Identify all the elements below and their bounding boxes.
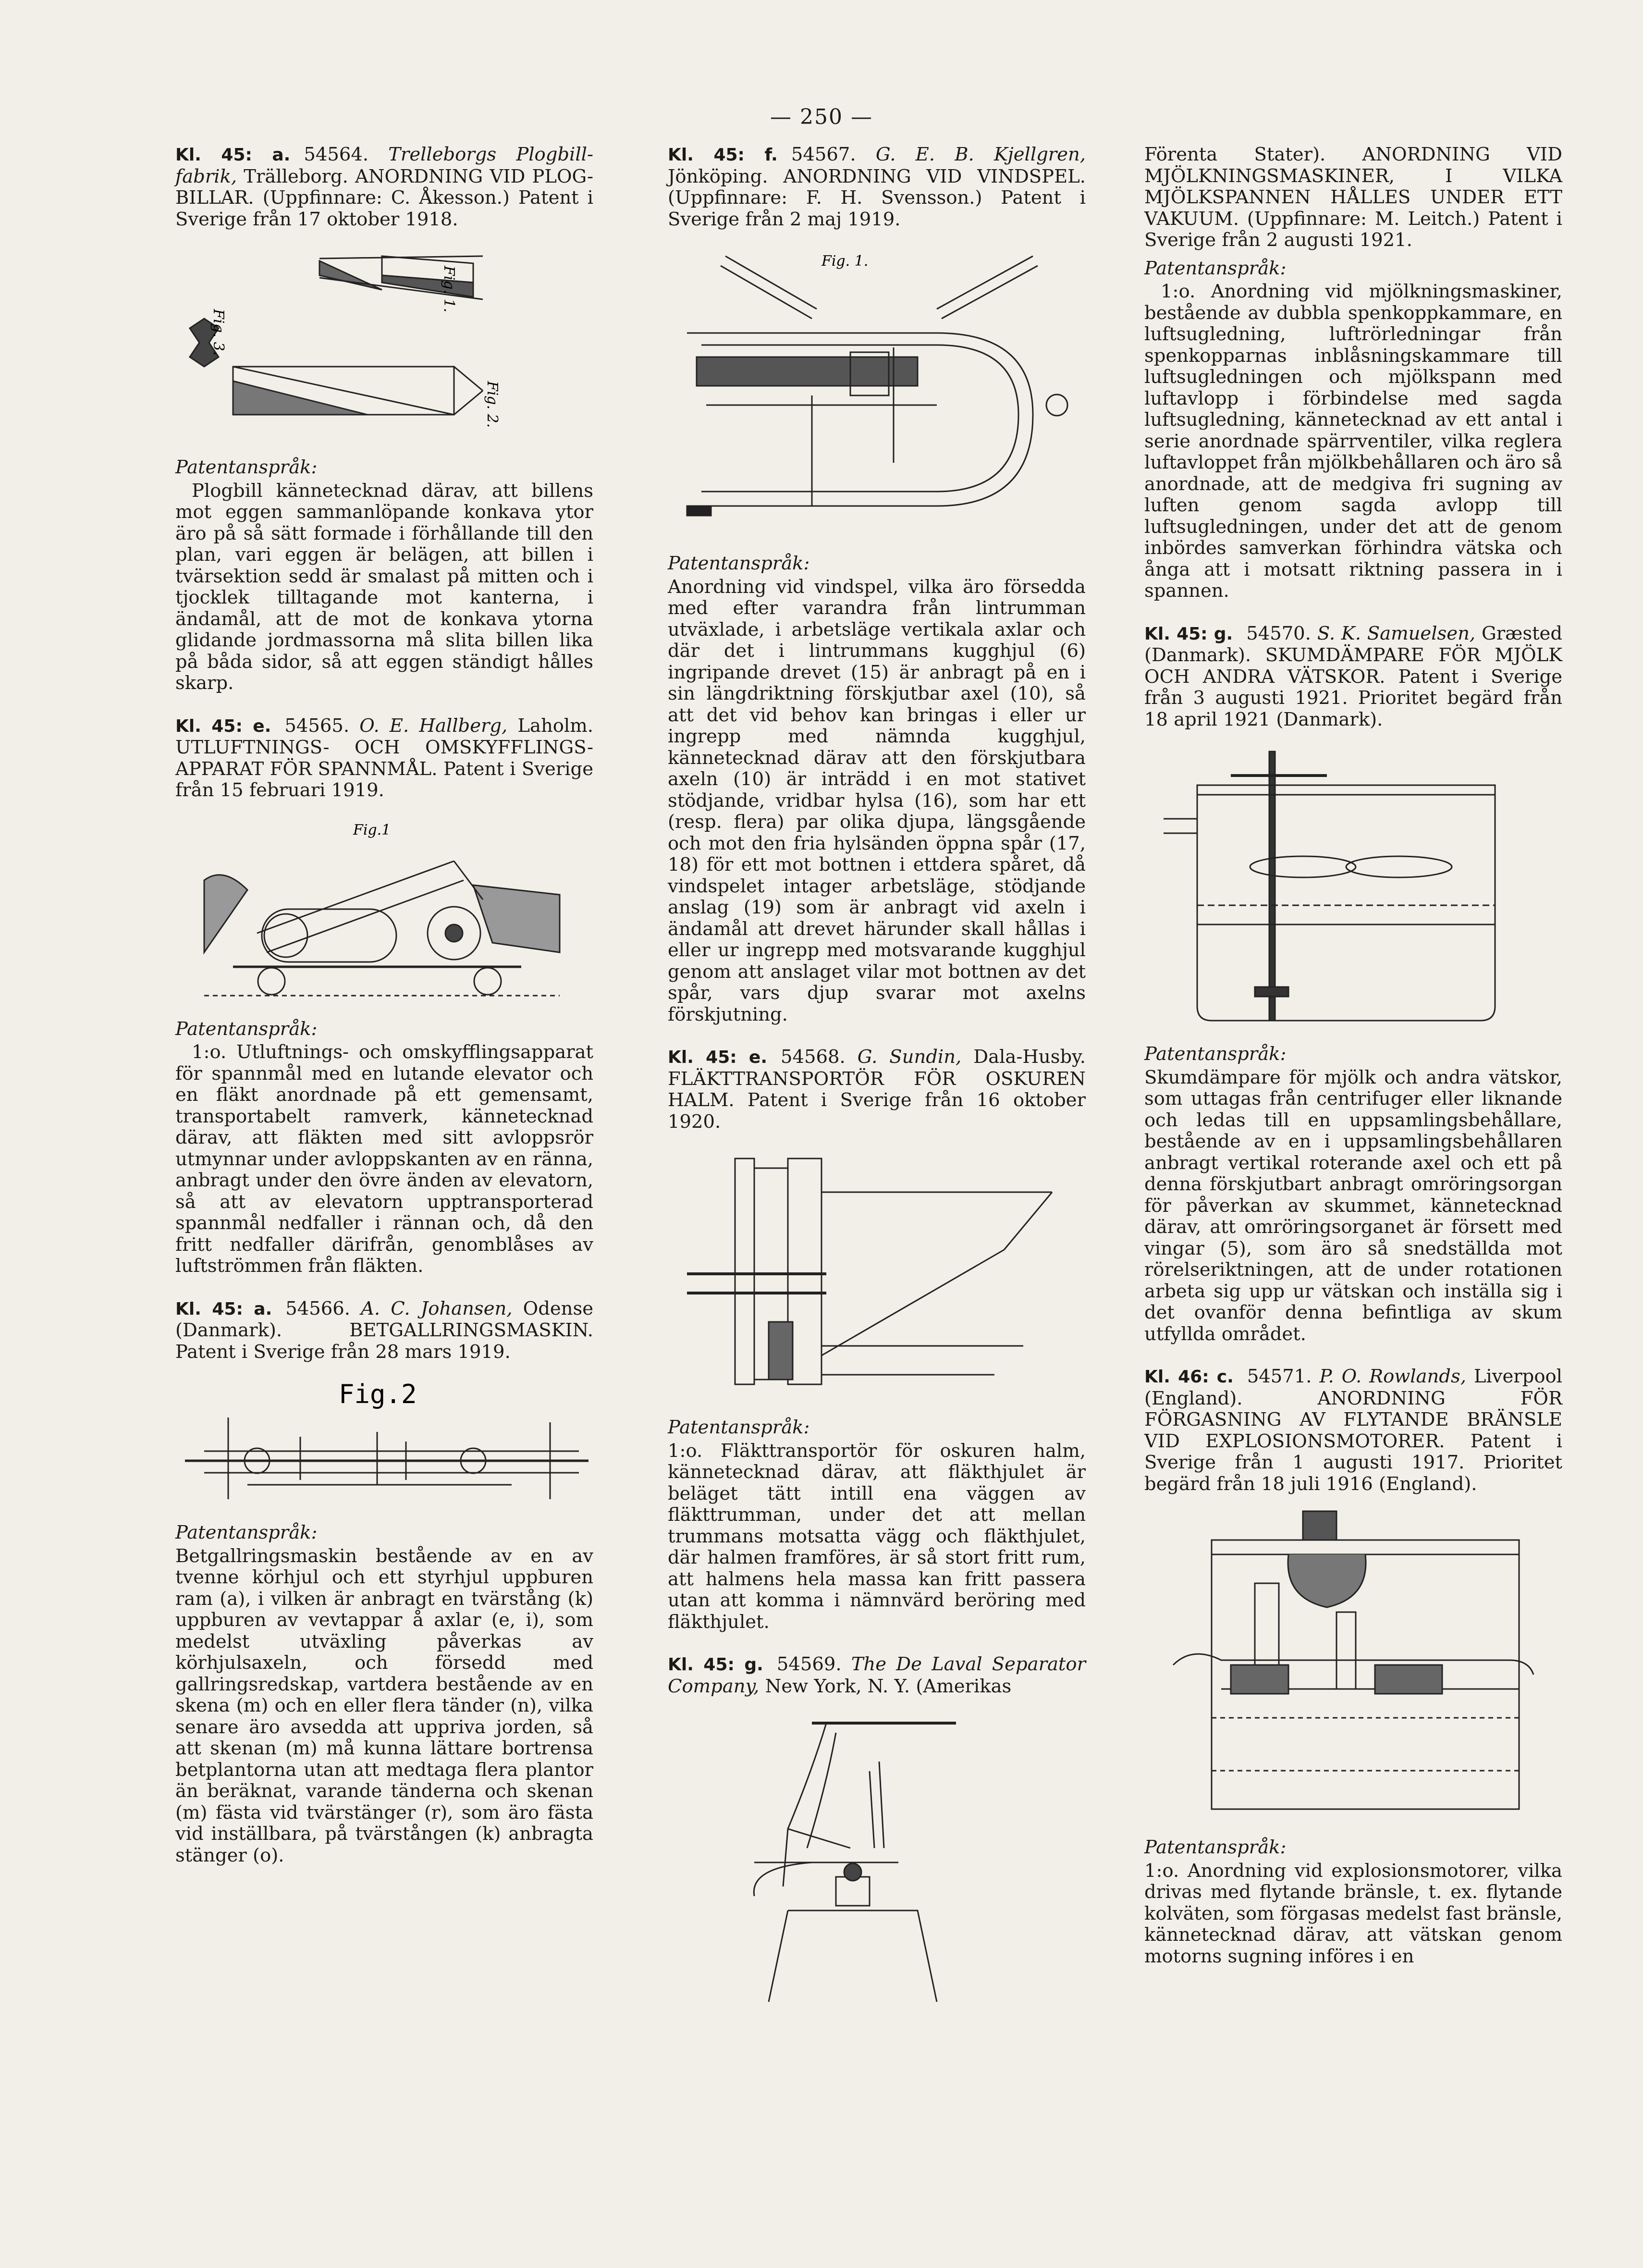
patent-title: Græsted (Danmark). SKUMDÄMPARE FÖR MJÖLK OCH ANDRA VÄTSKOR. Patent i Sverige från 3 augusti 1921. Prioritet begärd från 18 april 1921 (Danmark).	[1144, 622, 1562, 730]
claims-text: 1:o. Anordning vid mjölkningsmaskiner, bestående av dubbla spenkoppkammare, en luftsugledning, luftrörledningar från spenkopparnas inblåsningskammare till luftsugledningen och mjölkspann med luftavlopp i förbindelse med sagda luftsugledning, kännetecknad av ett antal i serie anordnade spärrventiler, vilka reglera luftavloppet från mjölkbehållaren och äro så anordnade, att de medgiva fri sugning av luften genom sagda avlopp till luftsugledningen, under det att de genom inbördes samverkan förhindra vätska och ånga att i motsatt riktning passera in i spannen.	[1144, 281, 1562, 602]
patent-number: 54569.	[776, 1653, 842, 1675]
patent-holder: Trelleborgs Plogbill-fabrik,	[175, 144, 593, 187]
fuel-gasification-drawing	[1144, 1502, 1562, 1828]
patent-entry-54564	[175, 144, 593, 230]
patent-number: 54565.	[284, 715, 350, 737]
claims-text: Anordning vid vindspel, vilka äro försedda med efter varandra från lintrumman utväxlade, i arbetsläge vertikala axlar och där det i lintrummans kugghjul (6) ingripande drevet (15) är anbragt på en i sin längdriktning förskjutbar axel (10), så att det vid behov kan bringas i eller ur ingrepp med nämnda kugghjul, kännetecknad därav att den förskjutbara axeln (10) är inträdd i en mot stativet stödjande, vridbar hylsa (16), som har ett (resp. flera) par olika djupa, längsgående och mot den fria hylsänden öppna spår (17, 18) för ett mot bottnen i ettdera spåret, då vindspelet intager arbetsläge, stödjande anslag (19) som är anbragt vid axeln i ändamål att drevet härunder skall hållas i eller ur ingrepp med motsvarande kugghjul genom att anslaget vilar mot bottnen av det spår, vars djup svarar mot axelns förskjutning.	[668, 576, 1086, 1025]
patent-entry-54566	[175, 1298, 593, 1363]
patent-title: Jönköping. ANORDNING VID VINDSPEL. (Uppfinnare: F. H. Svensson.) Patent i Sverige från 2 maj 1919.	[668, 165, 1086, 230]
claims-text: Skumdämpare för mjölk och andra vätskor, som uttagas från centrifuger eller liknande och ledas till en uppsamlingsbehållare, bestående av en i uppsamlingsbehållaren anbragt vertikal roterande axel och ett på denna förskjutbart anbragt omröringsorgan för påverkan av skummet, kännetecknad därav, att omröringsorganet är försett med vingar (5), som äro så snedställda mot rörelseriktningen, att de under rotationen arbeta sig upp ur vätskan och inställa sig i det ovanför denna befintliga av skum utfyllda området.	[1144, 1066, 1562, 1345]
patent-title: Trälleborg. ANORDNING VID PLOG-BILLAR. (Uppfinnare: C. Åkesson.) Patent i Sverige från 17 oktober 1918.	[175, 165, 593, 230]
claims-text: 1:o. Anordning vid explosionsmotorer, vilka drivas med flytande bränsle, t. ex. flytande kolväten, som förgasas medelst fast bränsle, kännetecknad därav, att vätskan genom motorns sugning införes i en	[1144, 1860, 1562, 1967]
patent-number: 54568.	[781, 1046, 846, 1068]
patent-holder: P. O. Rowlands,	[1319, 1366, 1466, 1387]
patent-number: 54564.	[304, 144, 369, 165]
patent-title: Laholm. UTLUFTNINGS- OCH OMSKYFFLINGS-APPARAT FÖR SPANNMÅL. Patent i Sverige från 15 februari 1919.	[175, 715, 593, 801]
patent-class: Kl. 45: f.	[668, 145, 778, 165]
patent-class: Kl. 46: c.	[1144, 1367, 1234, 1387]
patent-holder: O. E. Hallberg,	[359, 715, 508, 737]
claims-text: 1:o. Fläkttransportör för oskuren halm, kännetecknad därav, att fläkthjulet är beläget tätt intill ena väggen av fläkttrumman, under det att mellan trummans motsatta vägg och fläkthjulet, där halmen framföres, är så stort fritt rum, att halmens hela massa kan fritt passera utan att komma i nämnvärd beröring med fläkthjulet.	[668, 1440, 1086, 1633]
claims-label: Patentanspråk:	[175, 1018, 318, 1040]
patent-number: 54570.	[1246, 622, 1311, 644]
straw-fan-conveyor-drawing	[668, 1139, 1086, 1408]
patent-title: New York, N. Y. (Amerikas	[759, 1675, 1012, 1697]
patent-holder: A. C. Johansen,	[361, 1297, 513, 1319]
claims-text: Betgallringsmaskin bestående av en av tvenne körhjul och ett styrhjul uppburen ram (a), i vilken är anbragt en tvärstång (k) uppburen av vevtappar å axlar (e, i), som medelst utväxling påverkas av körhjulsaxeln, och försedd med gallringsredskap, vartdera bestående av en skena (m) och en eller flera tänder (n), vilka senare äro avsedda att uppriva jorden, så att skenan (m) må kunna lättare bortrensa betplantorna utan att medtaga flera plantor än beräknat, varande tänderna och skenan (m) fästa vid tvärstänger (r), som äro fästa vid inställbara, på tvärstången (k) anbragta stänger (o).	[175, 1545, 593, 1866]
column-middle	[668, 144, 1086, 2020]
patent-entry-54570	[1144, 623, 1562, 731]
patent-class: Kl. 45: e.	[175, 716, 271, 736]
fig-label: Fig.2	[339, 1379, 417, 1409]
patent-holder: G. E. B. Kjellgren,	[875, 144, 1086, 165]
column-right	[1144, 144, 1562, 1967]
beet-thinning-machine-drawing	[175, 1369, 593, 1514]
patent-class: Kl. 45: a.	[175, 1299, 272, 1319]
patent-number: 54567.	[791, 144, 856, 165]
patent-title: Liverpool (England). ANORDNING FÖR FÖRGASNING AV FLYTANDE BRÄNSLE VID EXPLOSIONSMOTORER. Patent i Sverige från 1 augusti 1917. Prioritet begärd från 18 juli 1916 (England).	[1144, 1366, 1562, 1495]
page-number: — 250 —	[770, 105, 873, 129]
patent-entry-54569	[668, 1654, 1086, 1697]
claims-label: Patentanspråk:	[668, 553, 810, 574]
patent-class: Kl. 45: g.	[668, 1655, 763, 1675]
patent-class: Kl. 45: a.	[175, 145, 291, 165]
claims-text: 1:o. Utluftnings- och omskyfflingsapparat för spannmål med en lutande elevator och en fläkt anordnade på ett gemensamt, transportabelt ramverk, kännetecknad därav, att fläkten med sitt avloppsrör utmynnar under avloppskanten av en ränna, anbragt under den övre änden av elevatorn, så att av elevatorn upptransporterad spannmål nedfaller i rännan och, då den fritt nedfaller därifrån, genomblåses av luftströmmen från fläkten.	[175, 1041, 593, 1277]
milking-machine-drawing	[668, 1704, 1086, 2011]
claims-label: Patentanspråk:	[175, 456, 318, 478]
claims-label: Patentanspråk:	[1144, 257, 1287, 279]
patent-class: Kl. 45: e.	[668, 1048, 768, 1067]
patent-title: Dala-Husby. FLÄKTTRANSPORTÖR FÖR OSKUREN HALM. Patent i Sverige från 16 oktober 1920.	[668, 1046, 1086, 1133]
patent-holder: S. K. Samuelsen,	[1317, 622, 1476, 644]
claims-label: Patentanspråk:	[1144, 1043, 1287, 1065]
plow-share-drawing	[175, 237, 593, 448]
patent-entry-54568	[668, 1047, 1086, 1133]
patent-number: 54566.	[285, 1297, 350, 1319]
column-left	[175, 144, 593, 1866]
winch-drawing	[668, 237, 1086, 544]
fig-2-label: Fig. 2.	[484, 381, 501, 428]
patent-holder: The De Laval Separator Company,	[668, 1653, 1086, 1697]
fig-3-label: Fig. 3.	[210, 309, 227, 356]
fig-label: Fig. 1.	[822, 253, 869, 270]
claims-label: Patentanspråk:	[668, 1417, 810, 1438]
fig-label: Fig.1	[353, 821, 391, 838]
claims-text: Plogbill kännetecknad därav, att billens mot eggen sammanlöpande konkava ytor äro på så sätt formade i förhållande till den plan, vari eggen är belägen, att billen i tvärsektion sedd är smalast på mitten och i tjocklek tilltagande mot kanterna, i ändamål, att de mot de konkava ytorna glidande jordmassorna må slita billen lika på båda sidor, så att eggen ständigt hålles skarp.	[175, 480, 593, 694]
patent-number: 54571.	[1247, 1366, 1312, 1387]
patent-entry-54565	[175, 715, 593, 801]
patent-class: Kl. 45: g.	[1144, 624, 1233, 644]
patent-title-continued: Förenta Stater). ANORDNING VID MJÖLKNINGSMASKINER, I VILKA MJÖLKSPANNEN HÅLLES UNDER ETT VAKUUM. (Uppfinnare: M. Leitch.) Patent i Sverige från 2 augusti 1921.	[1144, 144, 1562, 251]
grain-aerator-drawing	[175, 808, 593, 1010]
patent-holder: G. Sundin,	[857, 1046, 962, 1068]
patent-title: Odense (Danmark). BETGALLRINGSMASKIN. Patent i Sverige från 28 mars 1919.	[175, 1297, 593, 1363]
claims-label: Patentanspråk:	[175, 1522, 318, 1543]
patent-entry-54571	[1144, 1366, 1562, 1495]
claims-label: Patentanspråk:	[1144, 1837, 1287, 1858]
fig-1-label: Fig. 1.	[441, 266, 457, 313]
patent-entry-54567	[668, 144, 1086, 230]
foam-damper-drawing	[1144, 737, 1562, 1035]
